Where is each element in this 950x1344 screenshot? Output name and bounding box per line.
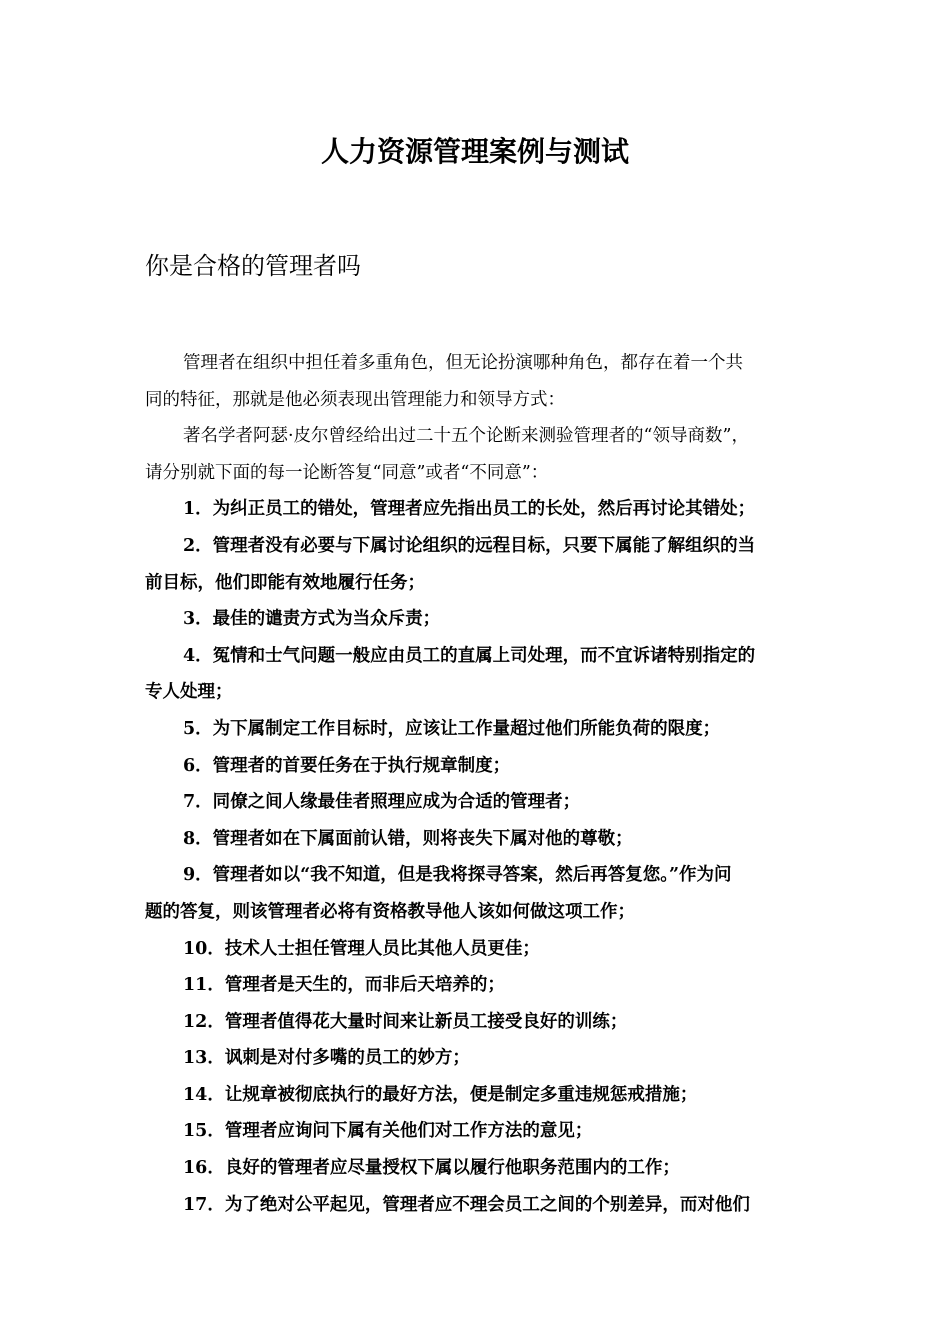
statement-item [145,821,820,858]
statement-item-line: 6．管理者的首要任务在于执行规章制度； [183,755,511,776]
statement-item-line: 8．管理者如在下属面前认错，则将丧失下属对他的尊敬； [183,828,633,849]
statement-item [145,601,820,638]
section-heading: 你是合格的管理者吗 [145,252,361,280]
document-body [145,345,820,1223]
statement-item [145,1187,820,1224]
statement-item-line: 7．同僚之间人缘最佳者照理应成为合适的管理者； [183,792,581,813]
statement-item [145,1077,820,1114]
intro-paragraph [145,345,820,418]
intro-paragraph-line: 请分别就下面的每一论断答复“同意”或者“不同意”： [145,462,549,483]
intro-paragraph-line: 同的特征，那就是他必须表现出管理能力和领导方式： [145,389,565,410]
statement-item-line: 11．管理者是天生的，而非后天培养的； [183,975,505,996]
statement-item [145,1113,820,1150]
statement-item-line: 4．冤情和士气问题一般应由员工的直属上司处理，而不宜诉诸特别指定的 [183,645,756,666]
statement-item-line: 1．为纠正员工的错处，管理者应先指出员工的长处，然后再讨论其错处； [183,499,756,520]
intro-paragraphs [145,345,820,491]
intro-paragraph [145,418,820,491]
statement-item-line: 10．技术人士担任管理人员比其他人员更佳； [183,938,540,959]
statement-item-line: 9．管理者如以“我不知道，但是我将探寻答案，然后再答复您。”作为问 [183,865,732,886]
statement-item-line: 前目标，他们即能有效地履行任务； [145,572,425,593]
statement-item-line: 专人处理； [145,682,233,703]
document-title: 人力资源管理案例与测试 [320,135,629,168]
statement-list [145,491,820,1223]
statement-item [145,711,820,748]
statement-item [145,931,820,968]
statement-item [145,1040,820,1077]
statement-item-line: 17．为了绝对公平起见，管理者应不理会员工之间的个别差异，而对他们 [183,1194,750,1215]
statement-item-line: 12．管理者值得花大量时间来让新员工接受良好的训练； [183,1011,628,1032]
intro-paragraph-line: 著名学者阿瑟·皮尔曾经给出过二十五个论断来测验管理者的“领导商数”， [183,426,749,447]
statement-item-line: 题的答复，则该管理者必将有资格教导他人该如何做这项工作； [145,901,635,922]
statement-item [145,967,820,1004]
statement-item-line: 3．最佳的谴责方式为当众斥责； [183,609,441,630]
intro-paragraph-line: 管理者在组织中担任着多重角色，但无论扮演哪种角色，都存在着一个共 [183,353,743,373]
statement-item [145,784,820,821]
statement-item [145,1004,820,1041]
statement-item [145,491,820,528]
statement-item [145,528,820,601]
statement-item-line: 13．讽刺是对付多嘴的员工的妙方； [183,1048,470,1069]
statement-item-line: 5．为下属制定工作目标时，应该让工作量超过他们所能负荷的限度； [183,718,721,739]
statement-item-line: 15．管理者应询问下属有关他们对工作方法的意见； [183,1121,593,1142]
statement-item-line: 14．让规章被彻底执行的最好方法，便是制定多重违规惩戒措施； [183,1084,698,1105]
statement-item [145,638,820,711]
statement-item [145,857,820,930]
statement-item-line: 2．管理者没有必要与下属讨论组织的远程目标，只要下属能了解组织的当 [183,535,756,556]
statement-item-line: 16．良好的管理者应尽量授权下属以履行他职务范围内的工作； [183,1158,680,1179]
statement-item [145,1150,820,1187]
statement-item [145,748,820,785]
